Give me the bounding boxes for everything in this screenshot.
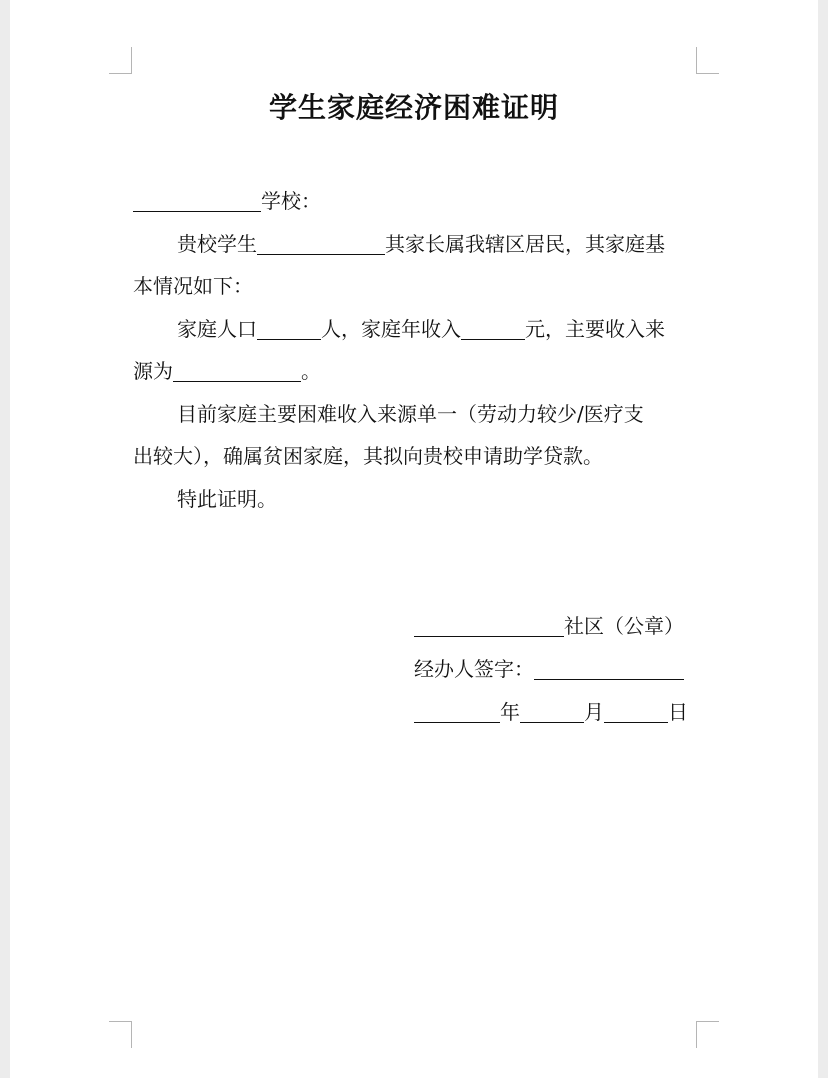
community-blank[interactable] (414, 614, 564, 637)
community-seal-line (414, 611, 684, 641)
paragraph-3-line-2 (133, 441, 703, 471)
school-suffix: 学校： (261, 189, 321, 213)
page-corner-mark (109, 1021, 132, 1048)
p4-text: 特此证明。 (177, 487, 277, 511)
year-label: 年 (500, 700, 520, 724)
paragraph-4 (133, 484, 747, 514)
signer-line (414, 654, 684, 684)
page-corner-mark (696, 47, 719, 74)
p2-text-e: 。 (301, 359, 321, 383)
school-line (133, 186, 703, 216)
paragraph-1-line-1 (133, 229, 747, 259)
student-name-blank[interactable] (257, 232, 385, 255)
year-blank[interactable] (414, 700, 500, 723)
school-blank[interactable] (133, 189, 261, 212)
paragraph-1-line-2 (133, 271, 703, 301)
signer-label: 经办人签字： (414, 657, 534, 681)
p2-text-a: 家庭人口 (177, 317, 257, 341)
p3-text-b: 出较大），确属贫困家庭，其拟向贵校申请助学贷款。 (133, 444, 603, 468)
p1-text-a: 贵校学生 (177, 232, 257, 256)
month-blank[interactable] (520, 700, 584, 723)
paragraph-2-line-1 (133, 314, 747, 344)
paragraph-2-line-2 (133, 356, 703, 386)
signer-blank[interactable] (534, 657, 684, 680)
document-page (10, 0, 818, 1078)
document-title: 学生家庭经济困难证明 (268, 91, 559, 124)
household-size-blank[interactable] (257, 317, 321, 340)
annual-income-blank[interactable] (461, 317, 525, 340)
income-source-blank[interactable] (173, 359, 301, 382)
p2-text-b: 人，家庭年收入 (321, 317, 461, 341)
page-corner-mark (696, 1021, 719, 1048)
community-label: 社区（公章） (564, 614, 684, 638)
p2-text-d: 源为 (133, 359, 173, 383)
p3-text-a: 目前家庭主要困难收入来源单一（劳动力较少/医疗支 (177, 402, 644, 426)
p2-text-c: 元，主要收入来 (525, 317, 665, 341)
paragraph-3-line-1 (133, 399, 747, 429)
month-label: 月 (584, 700, 604, 724)
day-label: 日 (668, 700, 688, 724)
day-blank[interactable] (604, 700, 668, 723)
date-line (414, 697, 688, 727)
page-corner-mark (109, 47, 132, 74)
p1-text-c: 本情况如下： (133, 274, 253, 298)
p1-text-b: 其家长属我辖区居民，其家庭基 (385, 232, 665, 256)
